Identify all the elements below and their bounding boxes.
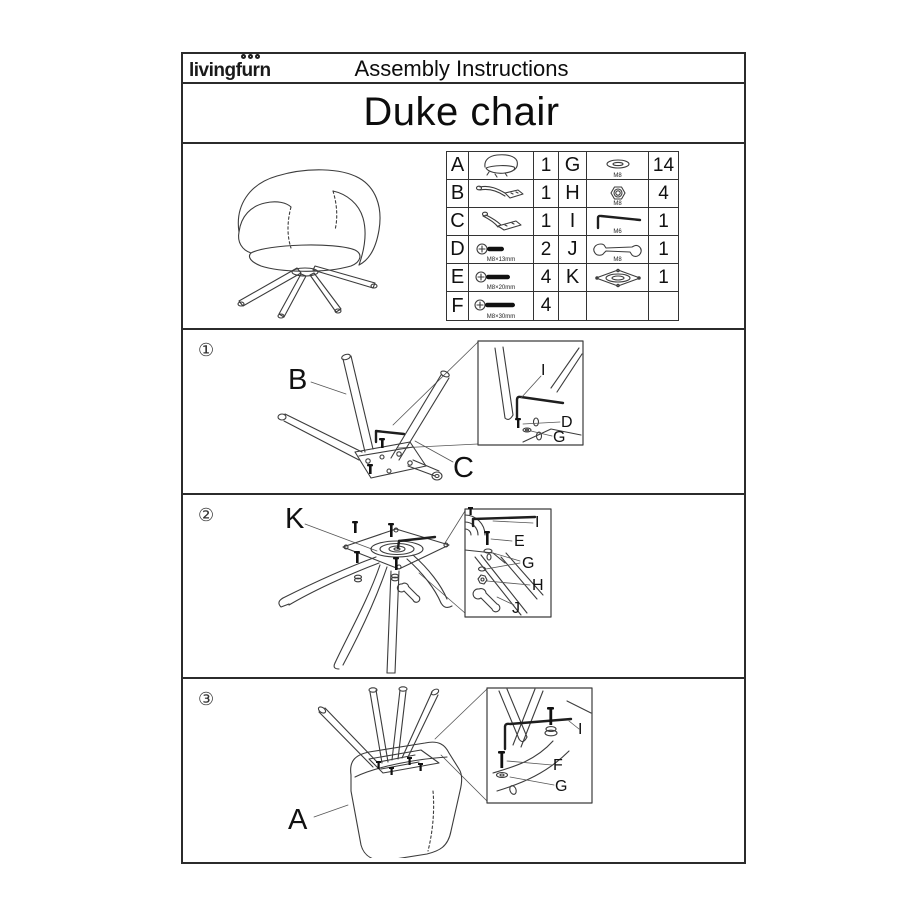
chair-drawing (195, 146, 445, 326)
part-letter: H (565, 182, 580, 204)
inset-label-g: G (553, 429, 566, 446)
brand-logo: livingfurn (189, 60, 271, 81)
part-letter: F (451, 294, 464, 317)
swivel-plate-icon (588, 265, 648, 291)
step-2 (183, 495, 740, 677)
step-3-drawing (183, 679, 740, 858)
part-letter: I (569, 210, 576, 232)
part-qty: 1 (540, 154, 552, 176)
part-size-label: M6 (613, 229, 622, 235)
part-qty: 1 (540, 210, 552, 232)
part-qty: 4 (540, 266, 552, 288)
part-size-label: M8×30mm (486, 314, 516, 320)
part-letter: J (567, 238, 578, 260)
step-number: ② (198, 505, 215, 526)
sheet-title: Assembly Instructions (354, 56, 569, 81)
seat-icon (471, 153, 531, 179)
part-letter: A (450, 154, 465, 176)
part-qty: 1 (658, 238, 669, 260)
step-number: ① (198, 340, 215, 361)
inset-label-g: G (555, 778, 568, 795)
leg-frame-b-icon (471, 182, 531, 206)
part-label-c: C (453, 452, 474, 484)
header (183, 54, 740, 82)
part-letter: K (565, 266, 580, 288)
part-size-label: M8 (613, 201, 622, 207)
inset-label-h: H (532, 577, 544, 594)
parts-section (183, 144, 740, 328)
inset-label-f: F (553, 757, 563, 774)
part-qty: 14 (652, 154, 675, 176)
instruction-sheet (181, 52, 746, 864)
step-number: ③ (198, 689, 215, 710)
part-qty: 4 (540, 295, 552, 316)
part-qty: 1 (658, 266, 669, 288)
part-qty: 1 (658, 210, 669, 232)
part-size-label: M8×13mm (486, 257, 516, 263)
inset-label-d: D (561, 414, 573, 431)
part-letter: B (450, 182, 465, 204)
part-label-b: B (288, 364, 308, 396)
product-name: Duke chair (363, 90, 560, 134)
inset-label-e: E (514, 533, 525, 550)
part-qty: 1 (540, 182, 552, 204)
step-3 (183, 679, 740, 858)
part-label-a: A (288, 804, 308, 836)
inset-label-i: I (541, 362, 546, 379)
leg-frame-c-icon (471, 210, 531, 234)
part-letter: E (450, 266, 465, 288)
step-2-drawing (183, 495, 740, 677)
part-qty: 4 (658, 182, 669, 204)
part-letter: C (450, 210, 465, 232)
part-size-label: M8 (613, 173, 622, 179)
part-size-label: M8 (613, 257, 622, 263)
part-qty: 2 (540, 238, 552, 260)
inset-label-i: I (578, 721, 583, 738)
part-letter: D (450, 238, 465, 260)
inset-label-g: G (522, 555, 535, 572)
parts-table (446, 151, 679, 321)
step-1 (183, 330, 740, 493)
inset-label-i: I (535, 514, 540, 531)
part-size-label: M8×20mm (486, 285, 516, 291)
inset-label-j: J (512, 600, 520, 617)
part-label-k: K (285, 503, 305, 535)
product-title-section (183, 84, 740, 142)
part-letter: G (564, 154, 581, 176)
